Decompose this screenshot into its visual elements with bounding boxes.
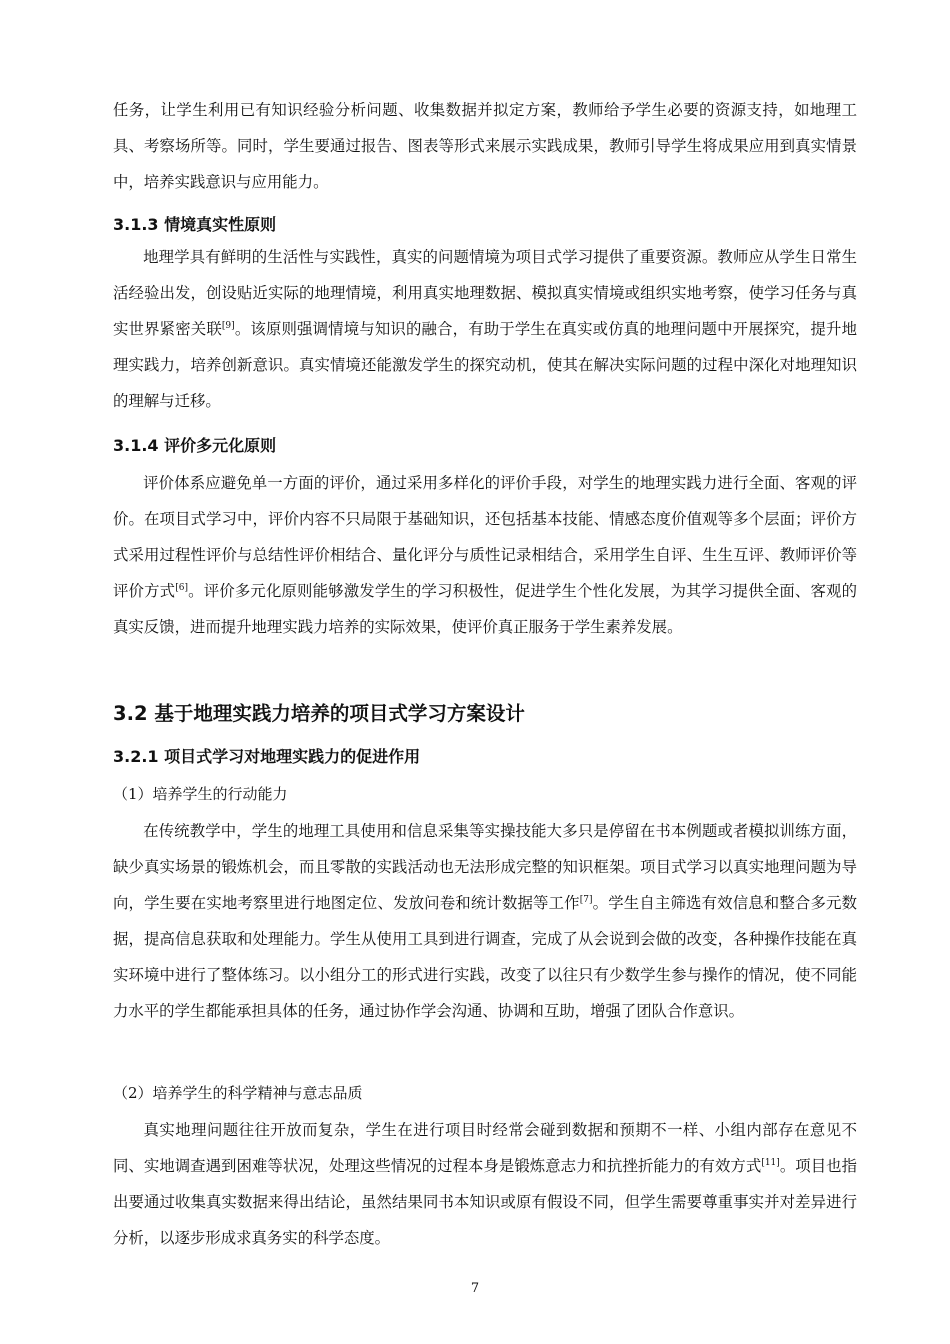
- paragraph-action-ability: 在传统教学中，学生的地理工具使用和信息采集等实操技能大多只是停留在书本例题或者模拟训练方面，缺少真实场景的锻炼机会，而且零散的实践活动也无法形成完整的知识框架。项目式学习以真实地理问题为导向，学生要在实地考察里进行地图定位、发放问卷和统计数据等工作[7]。学生自主筛选有效信息和整合多元数据，提高信息获取和处理能力。学生从使用工具到进行调查，完成了从会说到会做的改变，各种操作技能在真实环境中进行了整体练习。以小组分工的形式进行实践，改变了以往只有少数学生参与操作的情况，使不同能力水平的学生都能承担具体的任务，通过协作学会沟通、协调和互助，增强了团队合作意识。: [113, 822, 857, 1020]
- citation-ref: [11]: [761, 1157, 780, 1168]
- heading-3-1-4: 3.1.4 评价多元化原则: [113, 436, 277, 455]
- page-number: 7: [470, 1281, 480, 1296]
- paragraph-authentic-context: 地理学具有鲜明的生活性与实践性，真实的问题情境为项目式学习提供了重要资源。教师应从学生日常生活经验出发，创设贴近实际的地理情境，利用真实地理数据、模拟真实情境或组织实地考察，使学习任务与真实世界紧密关联[9]。该原则强调情境与知识的融合，有助于学生在真实或仿真的地理问题中开展探究，提升地理实践力，培养创新意识。真实情境还能激发学生的探究动机，使其在解决实际问题的过程中深化对地理知识的理解与迁移。: [113, 248, 857, 410]
- paragraph-project-tasks: 任务，让学生利用已有知识经验分析问题、收集数据并拟定方案，教师给予学生必要的资源支持，如地理工具、考察场所等。同时，学生要通过报告、图表等形式来展示实践成果，教师引导学生将成果应用到真实情景中，培养实践意识与应用能力。: [113, 101, 857, 191]
- heading-3-2-1: 3.2.1 项目式学习对地理实践力的促进作用: [113, 747, 421, 766]
- citation-ref: [6]: [175, 582, 188, 593]
- citation-ref: [7]: [579, 894, 593, 905]
- subheading-action-ability: （1）培养学生的行动能力: [113, 785, 288, 803]
- paragraph-diverse-evaluation: 评价体系应避免单一方面的评价，通过采用多样化的评价手段，对学生的地理实践力进行全面、客观的评价。在项目式学习中，评价内容不只局限于基础知识，还包括基本技能、情感态度价值观等多个层面；评价方式采用过程性评价与总结性评价相结合、量化评分与质性记录相结合，采用学生自评、生生互评、教师评价等评价方式[6]。评价多元化原则能够激发学生的学习积极性，促进学生个性化发展，为其学习提供全面、客观的真实反馈，进而提升地理实践力培养的实际效果，使评价真正服务于学生素养发展。: [113, 474, 857, 636]
- citation-ref: [9]: [221, 320, 235, 331]
- subheading-scientific-spirit: （2）培养学生的科学精神与意志品质: [113, 1084, 363, 1102]
- heading-3-1-3: 3.1.3 情境真实性原则: [113, 215, 277, 234]
- heading-3-2: 3.2 基于地理实践力培养的项目式学习方案设计: [113, 702, 525, 725]
- paragraph-scientific-spirit: 真实地理问题往往开放而复杂，学生在进行项目时经常会碰到数据和预期不一样、小组内部存在意见不同、实地调查遇到困难等状况，处理这些情况的过程本身是锻炼意志力和抗挫折能力的有效方式[11]。项目也指出要通过收集真实数据来得出结论，虽然结果同书本知识或原有假设不同，但学生需要尊重事实并对差异进行分析，以逐步形成求真务实的科学态度。: [113, 1121, 857, 1247]
